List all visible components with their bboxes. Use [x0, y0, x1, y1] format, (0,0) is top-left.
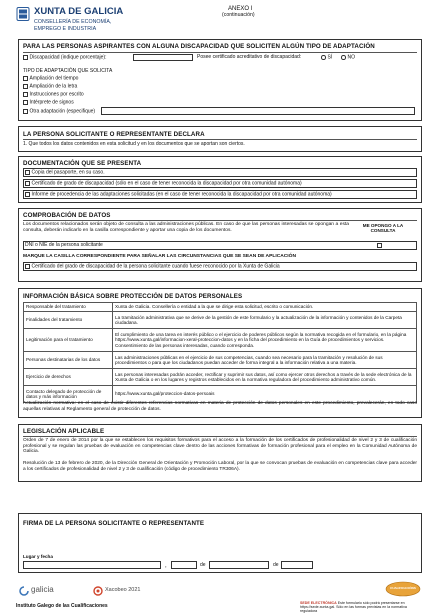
legislation-section	[18, 424, 422, 482]
adaptation-option-other[interactable]: Otra adaptación (especifique)	[23, 109, 95, 115]
other-adaptation-input[interactable]	[101, 107, 415, 115]
section-title: LEGISLACIÓN APLICABLE	[23, 428, 105, 435]
table-row: Contacto delegado de protección de datos y más información https://www.xunta.gal/proteccion-datos-persoais	[24, 386, 417, 403]
institute-name: Instituto Galego de las Cualificaciones	[16, 603, 108, 609]
day-input[interactable]	[171, 561, 197, 569]
annex-subtitle: (continuación)	[222, 12, 255, 18]
certificate-yes[interactable]: SÍ	[321, 55, 332, 61]
disability-section	[18, 39, 422, 121]
dept-line-2: EMPREGO E INDUSTRIA	[34, 26, 97, 32]
declaration-text: 1. Que todos los datos contenidos en esta solicitud y en los documentos que se aportan son ciertos.	[23, 141, 245, 147]
table-row: Finalidades del tratamiento La tramitación administrativa que se derive de la gestión de este formulario y la actualización de la información y contenidos de la Carpeta ciudadana.	[24, 312, 417, 329]
legislation-resolution: Resolución de 13 de febrero de 2020, de la Dirección General de Orientación y Promoción Laboral, por la que se convocan pruebas de evaluación en competencias clave para acceder a los certificados de profesionalidad de nivel 2 y 3 de cualificación (código de procedimiento TR306A).	[23, 461, 417, 472]
xunta-shield-icon	[16, 7, 30, 21]
place-date-label: Lugar y fecha	[23, 554, 53, 559]
certificate-label: Posee certificado acreditativo de discapacidad:	[197, 54, 302, 60]
adaptation-option[interactable]: Ampliación del tiempo	[23, 76, 78, 82]
table-row: Legitimación para el tratamiento El cumplimiento de una tarea en interés público o el ejercicio de poderes públicos según la normativa recogida en el formulario, en la página https://www.xunta.gal/informacion-xeral-proteccion-datos y en la ficha del procedimiento en la Guía de procedimientos y servicios. Consentimiento de las personas interesadas, cuando corresponda.	[24, 329, 417, 352]
adaptation-option[interactable]: Intérprete de signos	[23, 100, 74, 106]
place-input[interactable]	[23, 561, 161, 569]
oppose-header: ME OPONGO A LA CONSULTA	[362, 223, 404, 234]
galicia-logo: galicia	[19, 585, 67, 597]
xacobeo-icon	[93, 586, 103, 596]
table-row: Personas destinatarias de los datos Las administraciones públicas en el ejercicio de sus competencias, cuando sea necesario para la tramitación y resolución de sus procedimientos o para que los ciudadanos puedan acceder de forma integral a la información relativa a una materia.	[24, 352, 417, 369]
sede-title: SEDE ELECTRÓNICA	[300, 601, 337, 605]
qualifications-seal: CUALIFICACIÓNS	[384, 581, 422, 597]
certificate-no[interactable]: NO	[341, 55, 355, 61]
disability-percentage-input[interactable]	[133, 54, 193, 61]
xacobeo-logo: Xacobeo 2021	[93, 585, 153, 597]
mark-item[interactable]: Certificado del grado de discapacidad de la persona solicitante cuando fuese reconocido por la Xunta de Galicia	[25, 264, 280, 270]
galicia-swirl-icon	[19, 586, 29, 596]
data-protection-section	[18, 288, 422, 418]
mark-title: MARQUE LA CASILLA CORRESPONDIENTE PARA SEÑALAR LAS CIRCUNSTANCIAS QUE SE SEAN DE APLICACIÓN	[23, 254, 296, 259]
normative-update: Actualización normativa: en el caso de existir diferentes referencias normativas en materia de protección de datos personales en este procedimiento, prevalecerán, en todo caso aquellas relativas al Reglamento general de protección de datos.	[23, 401, 417, 412]
sede-electronica	[300, 601, 424, 613]
data-check-intro: Los documentos relacionados serán objeto de consulta a las administraciones públicas. En caso de que las personas interesadas se opongan a esta consulta, deberán indicarlo en la casilla correspondiente y aportar una copia de los documentos.	[23, 222, 349, 233]
section-title: DOCUMENTACIÓN QUE SE PRESENTA	[23, 160, 142, 167]
table-row: Responsable del tratamiento Xunta de Galicia. Consellería o entidad a la que se dirige esta solicitud, escrito o comunicación.	[24, 303, 417, 312]
adaptation-option[interactable]: Instrucciones por escrito	[23, 92, 84, 98]
de-separator: de	[200, 562, 206, 568]
de-separator: de	[273, 562, 279, 568]
year-input[interactable]	[281, 561, 313, 569]
dept-line-1: CONSELLERÍA DE ECONOMÍA,	[34, 19, 112, 25]
documentation-section	[18, 156, 422, 203]
section-title: INFORMACIÓN BÁSICA SOBRE PROTECCIÓN DE DATOS PERSONALES	[23, 293, 243, 300]
table-row: Ejercicio de derechos Las personas interesadas podrán acceder, rectificar y suprimir sus datos, así como ejercer otros derechos a través de la sede electrónica de la Xunta de Galicia o en los lugares y registros establecidos en la normativa reguladora del procedimiento administrativo común.	[24, 369, 417, 386]
legislation-order: Orden de 7 de enero de 2014 por la que se establecen los requisitos formativos para el acceso a la formación de los certificados de profesionalidad de nivel 2 y 3 de cualificación profesional y se regulan las pruebas de evaluación en competencias clave dentro de las acciones formativas de formación profesional para el empleo en la Comunidad Autónoma de Galicia.	[23, 438, 417, 455]
signature-section	[18, 513, 422, 573]
adaptation-title: TIPO DE ADAPTACIÓN QUE SOLICITA	[23, 68, 113, 74]
doc-item-label: Certificado de grado de discapacidad (sólo en el caso de tener reconocida la discapacidad por otra comunidad autónoma)	[25, 181, 302, 187]
org-name: XUNTA DE GALICIA	[34, 6, 124, 17]
section-title: LA PERSONA SOLICITANTE O REPRESENTANTE DECLARA	[23, 131, 205, 138]
disability-percentage-label: Discapacidad (indique porcentaje):	[23, 55, 107, 61]
declaration-section	[18, 126, 422, 152]
comma-separator: ,	[165, 563, 167, 569]
month-input[interactable]	[209, 561, 269, 569]
sede-text: Este formulario sólo podrá presentarse en https://sede.xunta.gal. Sólo en las formas previstas en la normativa reguladora	[300, 601, 407, 614]
xunta-logo	[16, 7, 30, 21]
section-title: FIRMA DE LA PERSONA SOLICITANTE O REPRESENTANTE	[23, 520, 205, 527]
dni-label: DNI o NIE de la persona solicitante	[25, 242, 103, 248]
section-title: COMPROBACIÓN DE DATOS	[23, 212, 111, 219]
doc-item-label: Copia del pasaporte, en su caso.	[25, 170, 105, 176]
dni-oppose-checkbox[interactable]	[377, 243, 382, 248]
annex-title: ANEXO I	[228, 6, 253, 12]
data-check-section	[18, 208, 422, 282]
section-title: PARA LAS PERSONAS ASPIRANTES CON ALGUNA DISCAPACIDAD QUE SOLICITEN ALGÚN TIPO DE ADAPTACIÓN	[23, 43, 375, 50]
data-protection-table	[23, 302, 417, 403]
adaptation-option[interactable]: Ampliación de la letra	[23, 84, 77, 90]
doc-item-label: Informe de procedencia de las adaptaciones solicitadas (en el caso de tener reconocida la discapacidad por otra comunidad autónoma)	[25, 192, 332, 198]
